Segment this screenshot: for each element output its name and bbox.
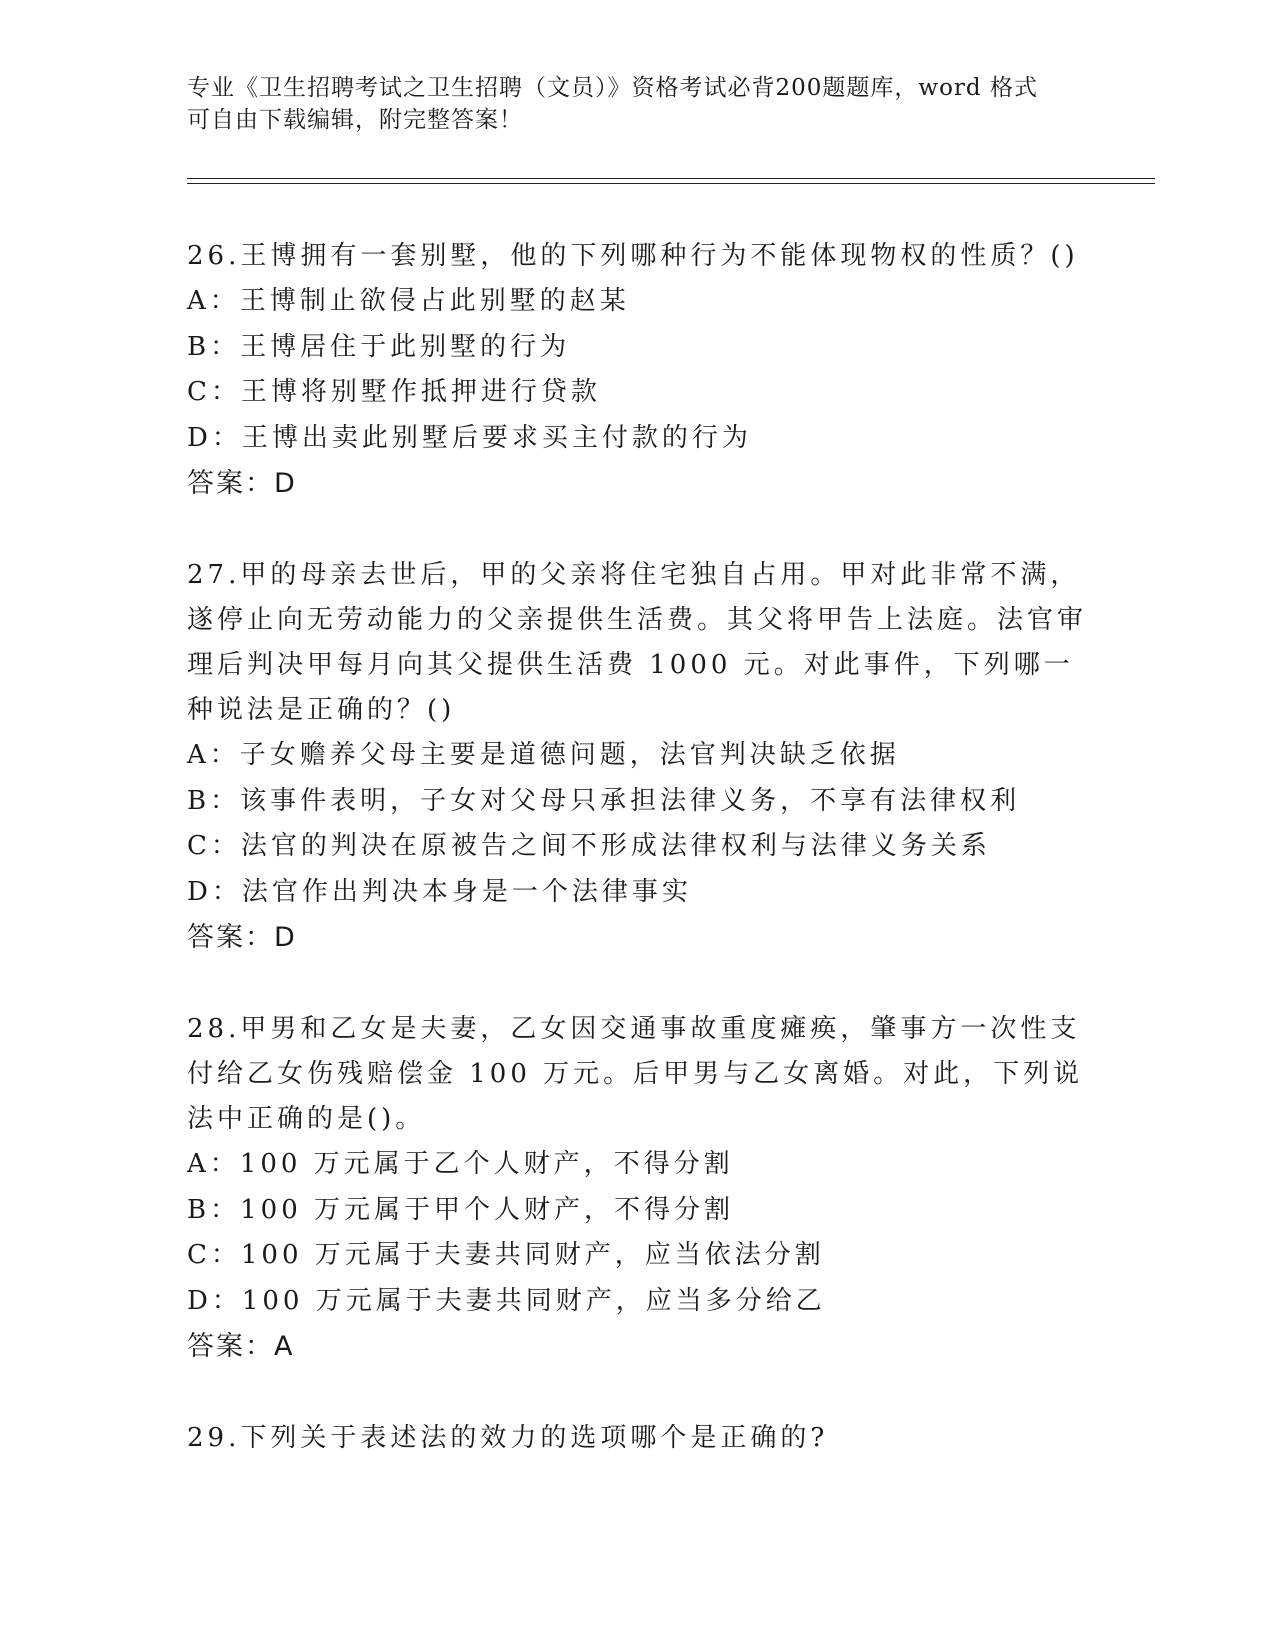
option-a: A：子女赡养父母主要是道德问题，法官判决缺乏依据 [187,740,900,770]
question-answer: 答案：A [187,1331,295,1362]
option-a: A：100 万元属于乙个人财产，不得分割 [187,1149,734,1179]
option-b: B：100 万元属于甲个人财产，不得分割 [187,1194,734,1225]
question-answer: 答案：D [187,922,297,953]
option-d: D：王博出卖此别墅后要求买主付款的行为 [187,422,752,453]
option-b: B：该事件表明，子女对父母只承担法律义务，不享有法律权利 [187,785,1021,816]
option-a: A：王博制止欲侵占此别墅的赵某 [187,286,630,316]
document-header-intro: 专业《卫生招聘考试之卫生招聘（文员）》资格考试必背200题题库，word 格式 可自由下载编辑，附完整答案！ [187,75,1038,133]
option-d: D：法官作出判决本身是一个法律事实 [187,876,692,907]
question-stem: 27.甲的母亲去世后，甲的父亲将住宅独自占用。甲对此非常不满，遂停止向无劳动能力的父亲提供生活费。其父将甲告上法庭。法官审理后判决甲每月向其父提供生活费 1000 元。对此事件，下列哪一种说法是正确的？() [187,560,1088,725]
option-c: C：100 万元属于夫妻共同财产，应当依法分割 [187,1240,825,1270]
option-c: C：法官的判决在原被告之间不形成法律权利与法律义务关系 [187,831,991,861]
question-answer: 答案：D [187,468,297,499]
header-divider-top [187,178,1155,179]
option-b: B：王博居住于此别墅的行为 [187,331,571,362]
question-26 [187,234,1087,507]
header-divider-bottom [187,183,1155,184]
question-stem: 26.王博拥有一套别墅，他的下列哪种行为不能体现物权的性质？() [187,241,1079,271]
question-28 [187,1007,1087,1370]
question-stem: 29.下列关于表述法的效力的选项哪个是正确的? [187,1423,829,1453]
question-list [187,234,1087,1507]
option-c: C：王博将别墅作抵押进行贷款 [187,377,601,407]
option-d: D：100 万元属于夫妻共同财产，应当多分给乙 [187,1285,826,1316]
question-27 [187,553,1087,961]
question-stem: 28.甲男和乙女是夫妻，乙女因交通事故重度瘫痪，肇事方一次性支付给乙女伤残赔偿金 100 万元。后甲男与乙女离婚。对此，下列说法中正确的是()。 [187,1014,1084,1134]
question-29 [187,1416,1087,1461]
